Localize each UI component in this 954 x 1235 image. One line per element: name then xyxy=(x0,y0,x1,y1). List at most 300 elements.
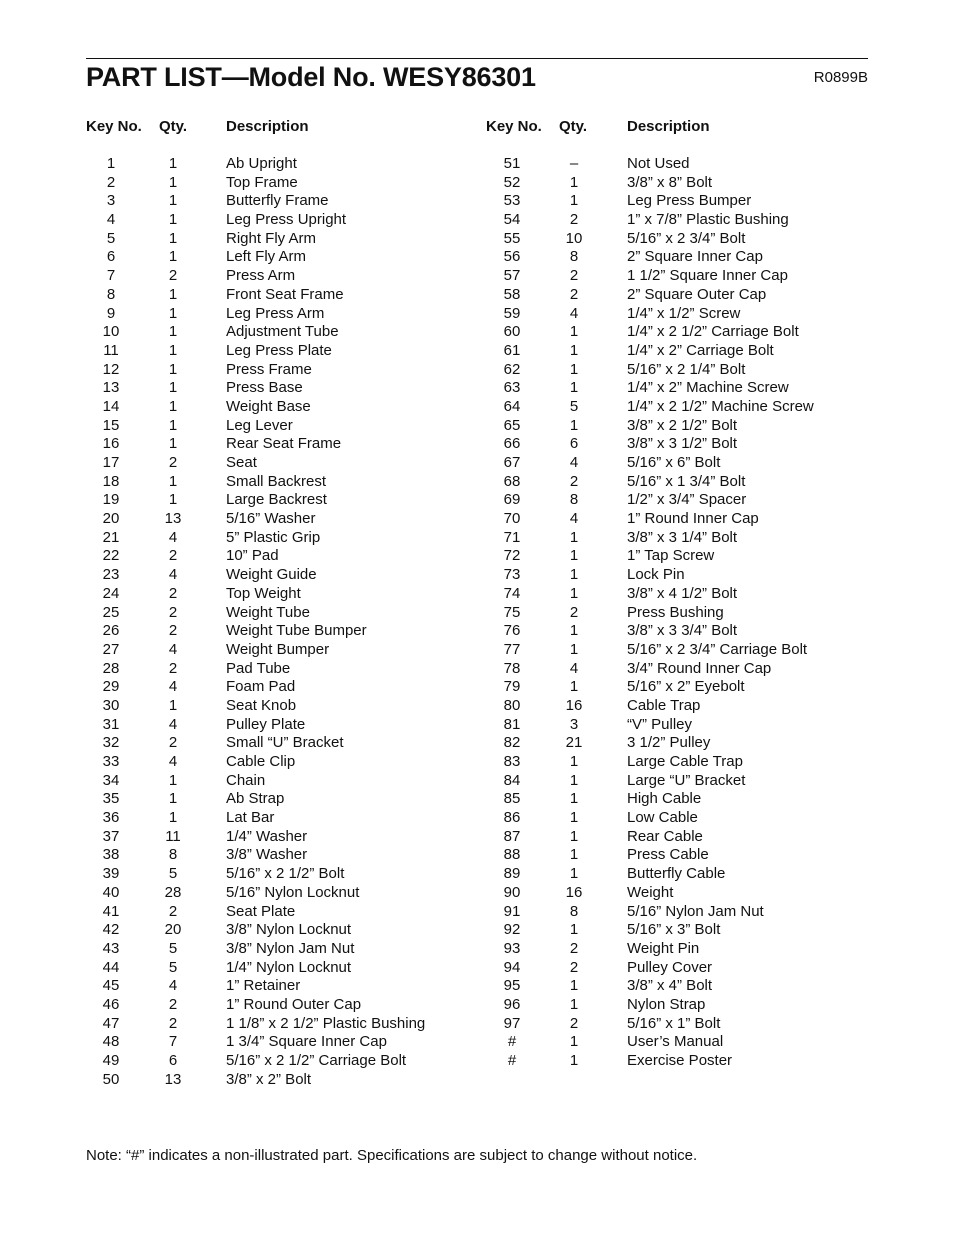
part-qty: 1 xyxy=(569,547,579,565)
part-description: 3/8” x 2” Bolt xyxy=(226,1070,312,1088)
part-description: Butterfly Cable xyxy=(627,865,726,883)
part-key-no: 89 xyxy=(503,865,521,883)
part-qty: 28 xyxy=(164,883,182,901)
part-description: 5/16” x 2 1/2” Bolt xyxy=(226,865,345,883)
part-key-no: 63 xyxy=(503,379,521,397)
part-qty: 1 xyxy=(569,995,579,1013)
part-key-no: 48 xyxy=(102,1033,120,1051)
part-row xyxy=(487,566,868,585)
part-key-no: 79 xyxy=(503,678,521,696)
part-key-no: 85 xyxy=(503,790,521,808)
part-row xyxy=(487,230,868,249)
part-description: Weight Base xyxy=(226,397,311,415)
part-key-no: 96 xyxy=(503,995,521,1013)
part-description: Seat Knob xyxy=(226,696,297,714)
part-qty: 13 xyxy=(164,1070,182,1088)
part-qty: 2 xyxy=(168,995,178,1013)
part-row xyxy=(487,921,868,940)
part-row xyxy=(86,940,466,959)
part-qty: 6 xyxy=(569,435,579,453)
part-key-no: 76 xyxy=(503,622,521,640)
part-row xyxy=(86,323,466,342)
part-description: 1 1/2” Square Inner Cap xyxy=(627,267,788,285)
part-qty: 16 xyxy=(565,883,583,901)
left-header-desc: Description xyxy=(226,118,309,135)
part-key-no: # xyxy=(507,1052,517,1069)
part-description: 5/16” x 2 1/2” Carriage Bolt xyxy=(226,1052,407,1069)
part-key-no: 43 xyxy=(102,939,120,957)
part-key-no: 93 xyxy=(503,939,521,957)
part-description: High Cable xyxy=(627,790,702,808)
part-key-no: 84 xyxy=(503,771,521,789)
part-description: 1/4” x 2 1/2” Carriage Bolt xyxy=(627,323,799,341)
part-qty: 2 xyxy=(168,547,178,565)
part-description: Cable Clip xyxy=(226,753,296,770)
part-description: Ab Strap xyxy=(226,790,285,808)
part-qty: 2 xyxy=(168,734,178,752)
part-key-no: 7 xyxy=(106,267,116,285)
part-qty: 1 xyxy=(168,323,178,341)
part-description: Lat Bar xyxy=(226,809,275,827)
part-qty: 4 xyxy=(168,753,178,770)
part-key-no: 88 xyxy=(503,846,521,864)
part-row xyxy=(487,267,868,286)
part-qty: 2 xyxy=(569,211,579,229)
part-description: Weight Guide xyxy=(226,566,317,584)
part-key-no: 28 xyxy=(102,659,120,677)
part-key-no: 8 xyxy=(106,285,116,303)
part-qty: 1 xyxy=(569,341,579,359)
part-description: 1/4” Nylon Locknut xyxy=(226,958,352,976)
part-description: 1/2” x 3/4” Spacer xyxy=(627,491,747,509)
part-key-no: 81 xyxy=(503,715,521,733)
part-qty: 4 xyxy=(168,528,178,546)
part-qty: 1 xyxy=(168,248,178,266)
part-row xyxy=(487,734,868,753)
part-row xyxy=(487,660,868,679)
part-qty: 4 xyxy=(168,640,178,658)
part-qty: 1 xyxy=(569,173,579,191)
part-description: Not Used xyxy=(627,155,690,172)
part-row xyxy=(86,716,466,735)
part-row xyxy=(487,678,868,697)
part-key-no: 73 xyxy=(503,566,521,584)
part-description: 3/8” x 4” Bolt xyxy=(627,977,713,995)
part-qty: 20 xyxy=(164,921,182,939)
right-header-desc: Description xyxy=(627,118,710,135)
part-row xyxy=(86,529,466,548)
part-key-no: 91 xyxy=(503,902,521,920)
part-key-no: 44 xyxy=(102,958,120,976)
part-row xyxy=(86,734,466,753)
part-key-no: 40 xyxy=(102,883,120,901)
part-qty: 8 xyxy=(569,248,579,266)
part-qty: 1 xyxy=(569,584,579,602)
part-qty: 2 xyxy=(168,454,178,471)
part-qty: 3 xyxy=(569,715,579,733)
part-description: Press Frame xyxy=(226,360,312,378)
part-key-no: 71 xyxy=(503,528,521,546)
part-key-no: 45 xyxy=(102,977,120,995)
part-row xyxy=(487,174,868,193)
part-description: 5/16” Washer xyxy=(226,510,316,528)
part-qty: 1 xyxy=(569,977,579,995)
part-key-no: 20 xyxy=(102,510,120,528)
part-key-no: 83 xyxy=(503,753,521,770)
part-row xyxy=(86,585,466,604)
part-key-no: 67 xyxy=(503,454,521,471)
part-key-no: 60 xyxy=(503,323,521,341)
part-row xyxy=(86,379,466,398)
part-row xyxy=(487,1033,868,1052)
part-qty: 1 xyxy=(569,566,579,584)
part-qty: 8 xyxy=(569,902,579,920)
part-description: 1” Tap Screw xyxy=(627,547,715,565)
part-description: Leg Press Plate xyxy=(226,341,332,359)
part-key-no: 18 xyxy=(102,472,120,490)
part-key-no: 86 xyxy=(503,809,521,827)
part-description: Rear Cable xyxy=(627,827,703,845)
part-key-no: 94 xyxy=(503,958,521,976)
part-row xyxy=(487,342,868,361)
part-description: 3/8” Nylon Locknut xyxy=(226,921,352,939)
part-row xyxy=(86,772,466,791)
part-row xyxy=(86,678,466,697)
part-description: Large Backrest xyxy=(226,491,327,509)
part-qty: 6 xyxy=(168,1052,178,1069)
part-description: Leg Press Arm xyxy=(226,304,325,322)
part-row xyxy=(487,903,868,922)
part-key-no: 12 xyxy=(102,360,120,378)
part-key-no: 54 xyxy=(503,211,521,229)
part-row xyxy=(487,286,868,305)
part-row xyxy=(86,1015,466,1034)
part-description: 1” Round Outer Cap xyxy=(226,995,362,1013)
part-qty: 2 xyxy=(168,584,178,602)
part-row xyxy=(487,641,868,660)
part-description: Top Frame xyxy=(226,173,298,191)
part-description: Weight Pin xyxy=(627,939,700,957)
part-description: Low Cable xyxy=(627,809,698,827)
part-qty: 1 xyxy=(569,809,579,827)
part-qty: 7 xyxy=(168,1033,178,1051)
part-row xyxy=(487,155,868,174)
part-key-no: 51 xyxy=(503,155,521,172)
part-key-no: 82 xyxy=(503,734,521,752)
part-key-no: 47 xyxy=(102,1014,120,1032)
part-key-no: 2 xyxy=(106,173,116,191)
part-key-no: 66 xyxy=(503,435,521,453)
part-row xyxy=(86,1033,466,1052)
part-qty: 1 xyxy=(569,379,579,397)
part-qty: 1 xyxy=(168,229,178,247)
part-row xyxy=(487,940,868,959)
part-row xyxy=(86,417,466,436)
part-description: Weight Bumper xyxy=(226,640,330,658)
part-key-no: 13 xyxy=(102,379,120,397)
part-row xyxy=(487,417,868,436)
part-qty: 1 xyxy=(168,173,178,191)
part-row xyxy=(86,286,466,305)
part-description: Top Weight xyxy=(226,584,301,602)
part-qty: 2 xyxy=(569,267,579,285)
part-qty: 8 xyxy=(168,846,178,864)
part-row xyxy=(487,697,868,716)
part-description: User’s Manual xyxy=(627,1033,724,1051)
part-description: Leg Lever xyxy=(226,416,293,434)
part-qty: 1 xyxy=(569,323,579,341)
part-description: 5/16” x 1 3/4” Bolt xyxy=(627,472,746,490)
part-description: 5/16” x 2 1/4” Bolt xyxy=(627,360,746,378)
part-key-no: 23 xyxy=(102,566,120,584)
part-description: 5” Plastic Grip xyxy=(226,528,321,546)
part-description: Weight xyxy=(627,883,674,901)
left-parts-list xyxy=(86,155,466,1089)
part-description: 5/16” x 2 3/4” Bolt xyxy=(627,229,746,247)
part-description: 5/16” x 2” Eyebolt xyxy=(627,678,745,696)
part-key-no: 15 xyxy=(102,416,120,434)
part-qty: 16 xyxy=(565,696,583,714)
part-description: Weight Tube Bumper xyxy=(226,622,367,640)
page-title: PART LIST—Model No. WESY86301 xyxy=(86,62,536,92)
part-key-no: 53 xyxy=(503,192,521,210)
part-qty: 1 xyxy=(168,360,178,378)
part-qty: 1 xyxy=(569,921,579,939)
part-key-no: 1 xyxy=(106,155,116,172)
part-row xyxy=(86,192,466,211)
part-qty: 1 xyxy=(569,416,579,434)
part-qty: 21 xyxy=(565,734,583,752)
part-key-no: 90 xyxy=(503,883,521,901)
part-qty: 1 xyxy=(168,285,178,303)
part-row xyxy=(487,790,868,809)
part-qty: 5 xyxy=(168,939,178,957)
part-key-no: 34 xyxy=(102,771,120,789)
part-qty: 2 xyxy=(168,622,178,640)
part-qty: 2 xyxy=(168,1014,178,1032)
part-key-no: 72 xyxy=(503,547,521,565)
part-row xyxy=(86,753,466,772)
part-row xyxy=(487,809,868,828)
part-key-no: 17 xyxy=(102,454,120,471)
part-key-no: 62 xyxy=(503,360,521,378)
document-code: R0899B xyxy=(813,69,868,86)
part-row xyxy=(86,398,466,417)
part-description: 5/16” x 2 3/4” Carriage Bolt xyxy=(627,640,808,658)
part-qty: 5 xyxy=(168,865,178,883)
left-header-key: Key No. xyxy=(86,118,142,135)
part-description: Leg Press Upright xyxy=(226,211,347,229)
part-row xyxy=(487,192,868,211)
part-key-no: 70 xyxy=(503,510,521,528)
part-qty: 1 xyxy=(168,809,178,827)
part-key-no: 5 xyxy=(106,229,116,247)
part-description: 3/8” x 3 1/4” Bolt xyxy=(627,528,738,546)
part-row xyxy=(86,454,466,473)
part-description: 3/4” Round Inner Cap xyxy=(627,659,772,677)
part-row xyxy=(487,772,868,791)
part-description: Foam Pad xyxy=(226,678,296,696)
part-qty: 1 xyxy=(569,790,579,808)
part-description: 3/8” x 3 3/4” Bolt xyxy=(627,622,738,640)
part-row xyxy=(86,305,466,324)
part-description: 1/4” x 2” Carriage Bolt xyxy=(627,341,774,359)
part-description: Weight Tube xyxy=(226,603,310,621)
part-qty: 1 xyxy=(168,192,178,210)
part-description: 2” Square Outer Cap xyxy=(627,285,767,303)
part-row xyxy=(86,660,466,679)
part-qty: 2 xyxy=(569,603,579,621)
part-row xyxy=(487,884,868,903)
part-row xyxy=(86,361,466,380)
part-row xyxy=(487,846,868,865)
part-key-no: 37 xyxy=(102,827,120,845)
part-row xyxy=(487,977,868,996)
part-key-no: 65 xyxy=(503,416,521,434)
part-description: Right Fly Arm xyxy=(226,229,317,247)
part-row xyxy=(86,510,466,529)
part-qty: 10 xyxy=(565,229,583,247)
part-row xyxy=(487,585,868,604)
part-key-no: 57 xyxy=(503,267,521,285)
part-row xyxy=(86,230,466,249)
part-row xyxy=(86,622,466,641)
part-row xyxy=(86,435,466,454)
part-key-no: 25 xyxy=(102,603,120,621)
part-row xyxy=(86,977,466,996)
part-row xyxy=(86,1052,466,1071)
part-qty: 2 xyxy=(569,472,579,490)
part-description: 5/16” Nylon Jam Nut xyxy=(627,902,764,920)
part-qty: 4 xyxy=(168,678,178,696)
part-description: Press Bushing xyxy=(627,603,724,621)
part-qty: 1 xyxy=(168,155,178,172)
part-description: 5/16” x 3” Bolt xyxy=(627,921,721,939)
part-key-no: 58 xyxy=(503,285,521,303)
right-header-key: Key No. xyxy=(486,118,542,135)
part-key-no: 59 xyxy=(503,304,521,322)
part-row xyxy=(86,884,466,903)
part-row xyxy=(487,211,868,230)
footnote: Note: “#” indicates a non-illustrated part. Specifications are subject to change without notice. xyxy=(86,1147,698,1164)
part-qty: 2 xyxy=(569,285,579,303)
part-qty: 1 xyxy=(569,865,579,883)
part-description: Left Fly Arm xyxy=(226,248,307,266)
part-qty: 1 xyxy=(168,379,178,397)
part-qty: 13 xyxy=(164,510,182,528)
part-description: 1 3/4” Square Inner Cap xyxy=(226,1033,387,1051)
part-description: 2” Square Inner Cap xyxy=(627,248,763,266)
part-key-no: 74 xyxy=(503,584,521,602)
part-description: 5/16” x 6” Bolt xyxy=(627,454,721,471)
part-row xyxy=(487,959,868,978)
part-qty: 2 xyxy=(168,603,178,621)
part-qty: 1 xyxy=(569,1033,579,1051)
part-key-no: 39 xyxy=(102,865,120,883)
part-qty: 1 xyxy=(569,622,579,640)
part-row xyxy=(487,361,868,380)
part-row xyxy=(86,491,466,510)
part-description: Adjustment Tube xyxy=(226,323,339,341)
part-row xyxy=(86,996,466,1015)
part-key-no: 78 xyxy=(503,659,521,677)
part-row xyxy=(487,248,868,267)
part-key-no: 46 xyxy=(102,995,120,1013)
part-row xyxy=(86,1071,466,1090)
part-description: Exercise Poster xyxy=(627,1052,733,1069)
part-row xyxy=(487,1052,868,1071)
part-qty: 2 xyxy=(168,267,178,285)
part-key-no: 68 xyxy=(503,472,521,490)
part-key-no: 38 xyxy=(102,846,120,864)
part-qty: 4 xyxy=(569,510,579,528)
part-qty: 11 xyxy=(165,827,181,845)
part-key-no: 55 xyxy=(503,229,521,247)
part-row xyxy=(86,473,466,492)
part-description: Nylon Strap xyxy=(627,995,706,1013)
part-description: 3/8” x 4 1/2” Bolt xyxy=(627,584,738,602)
part-description: Pulley Plate xyxy=(226,715,306,733)
part-qty: 1 xyxy=(569,360,579,378)
part-description: 1/4” x 1/2” Screw xyxy=(627,304,741,322)
part-row xyxy=(487,716,868,735)
part-key-no: 41 xyxy=(102,902,120,920)
part-row xyxy=(86,697,466,716)
part-description: 1” Retainer xyxy=(226,977,301,995)
part-qty: 1 xyxy=(168,304,178,322)
part-key-no: 6 xyxy=(106,248,116,266)
part-qty: 4 xyxy=(569,454,579,471)
part-row xyxy=(487,379,868,398)
part-key-no: 49 xyxy=(102,1052,120,1069)
part-key-no: 69 xyxy=(503,491,521,509)
part-key-no: 26 xyxy=(102,622,120,640)
part-key-no: 33 xyxy=(102,753,120,770)
part-key-no: 22 xyxy=(102,547,120,565)
part-row xyxy=(86,248,466,267)
part-qty: 1 xyxy=(569,192,579,210)
part-qty: 4 xyxy=(168,977,178,995)
part-row xyxy=(86,828,466,847)
part-row xyxy=(86,547,466,566)
part-qty: 2 xyxy=(569,939,579,957)
part-key-no: 42 xyxy=(102,921,120,939)
part-row xyxy=(86,809,466,828)
part-row xyxy=(487,865,868,884)
part-row xyxy=(487,1015,868,1034)
part-qty: 1 xyxy=(569,846,579,864)
part-description: Press Base xyxy=(226,379,303,397)
part-row xyxy=(487,510,868,529)
part-description: “V” Pulley xyxy=(627,715,693,733)
part-key-no: 64 xyxy=(503,397,521,415)
part-key-no: # xyxy=(507,1033,517,1051)
part-description: Small “U” Bracket xyxy=(226,734,344,752)
part-description: 10” Pad xyxy=(226,547,279,565)
part-qty: 1 xyxy=(168,696,178,714)
part-description: Seat xyxy=(226,454,257,471)
part-row xyxy=(487,305,868,324)
part-key-no: 92 xyxy=(503,921,521,939)
part-description: Lock Pin xyxy=(627,566,685,584)
part-description: 3/8” x 2 1/2” Bolt xyxy=(627,416,738,434)
part-key-no: 3 xyxy=(106,192,116,210)
part-key-no: 50 xyxy=(102,1070,120,1088)
part-description: 1” Round Inner Cap xyxy=(627,510,759,528)
part-key-no: 80 xyxy=(503,696,521,714)
part-description: Pad Tube xyxy=(226,659,291,677)
part-row xyxy=(487,454,868,473)
